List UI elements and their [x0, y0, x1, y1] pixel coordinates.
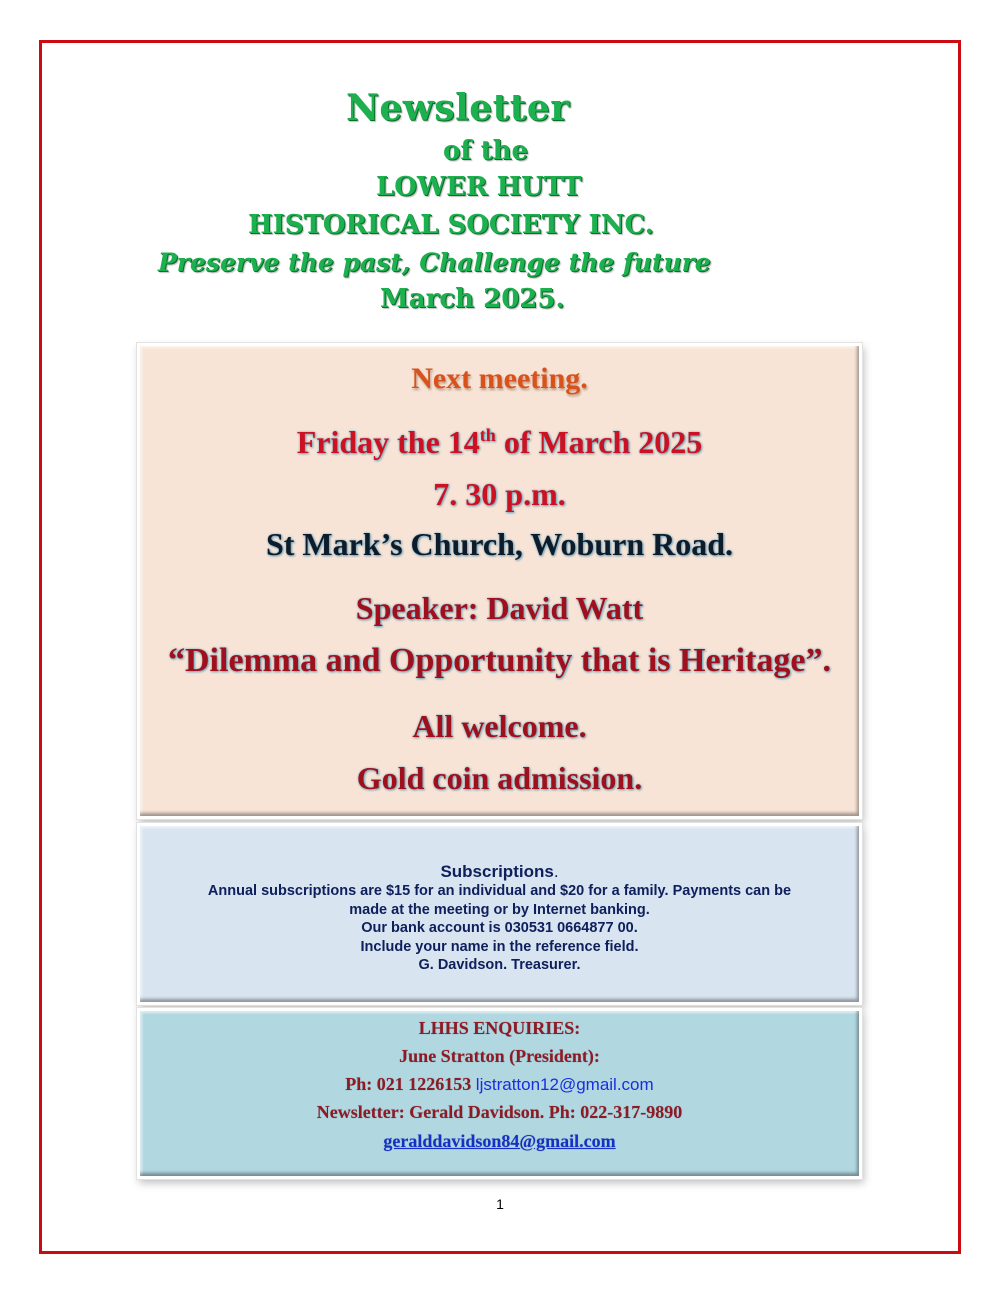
newsletter-title: Newsletter: [346, 87, 570, 129]
enquiries-box: [137, 1008, 862, 1179]
newsletter-contact: Newsletter: Gerald Davidson. Ph: 022-317-9890: [316, 1102, 683, 1122]
next-meeting-box: [137, 343, 862, 819]
president-phone: Ph: 021 1226153: [345, 1074, 476, 1094]
all-welcome: All welcome.: [412, 708, 587, 744]
subscriptions-line-1: Annual subscriptions are $15 for an individual and $20 for a family. Payments can be: [207, 883, 792, 899]
meeting-time: 7. 30 p.m.: [433, 476, 566, 512]
newsletter-email-link[interactable]: geralddavidson84@gmail.com: [383, 1131, 616, 1151]
subscriptions-line-2: made at the meeting or by Internet banking.: [349, 901, 650, 918]
org-name-line1: LOWER HUTT: [376, 172, 582, 202]
meeting-date-ordinal: th: [479, 425, 496, 445]
society-motto: Preserve the past, Challenge the future: [158, 248, 711, 277]
subscriptions-title: [140, 862, 859, 882]
subscriptions-title-punct: .: [553, 862, 559, 881]
meeting-date-month: of March 2025: [495, 424, 703, 460]
subscriptions-title-text: Subscriptions: [440, 862, 554, 881]
meeting-date-day: Friday the 14: [296, 424, 480, 460]
reference-instruction: Include your name in the reference field.: [360, 938, 639, 955]
bank-account-line: Our bank account is 030531 0664877 00.: [361, 920, 638, 936]
meeting-date: [140, 426, 859, 458]
admission-note: Gold coin admission.: [356, 760, 643, 796]
issue-date: March 2025.: [380, 284, 565, 314]
president-email-link[interactable]: ljstratton12@gmail.com: [475, 1075, 654, 1094]
box-bevel: [140, 346, 859, 816]
treasurer-signature: G. Davidson. Treasurer.: [418, 957, 581, 973]
newsletter-email-row: [140, 1132, 859, 1150]
talk-title: “Dilemma and Opportunity that is Heritage”.: [168, 642, 831, 679]
enquiries-heading: LHHS ENQUIRIES:: [418, 1018, 581, 1038]
page-number: 1: [496, 1196, 504, 1212]
masthead-of-the: of the: [443, 136, 529, 166]
meeting-venue: St Mark’s Church, Woburn Road.: [265, 526, 734, 562]
org-name-line2: HISTORICAL SOCIETY INC.: [248, 210, 654, 240]
meeting-speaker: Speaker: David Watt: [355, 590, 644, 626]
subscriptions-text: [140, 862, 859, 975]
subscriptions-box: [137, 823, 862, 1005]
president-name: June Stratton (President):: [399, 1046, 600, 1066]
president-contact: [140, 1075, 859, 1093]
meeting-heading: Next meeting.: [411, 362, 588, 395]
